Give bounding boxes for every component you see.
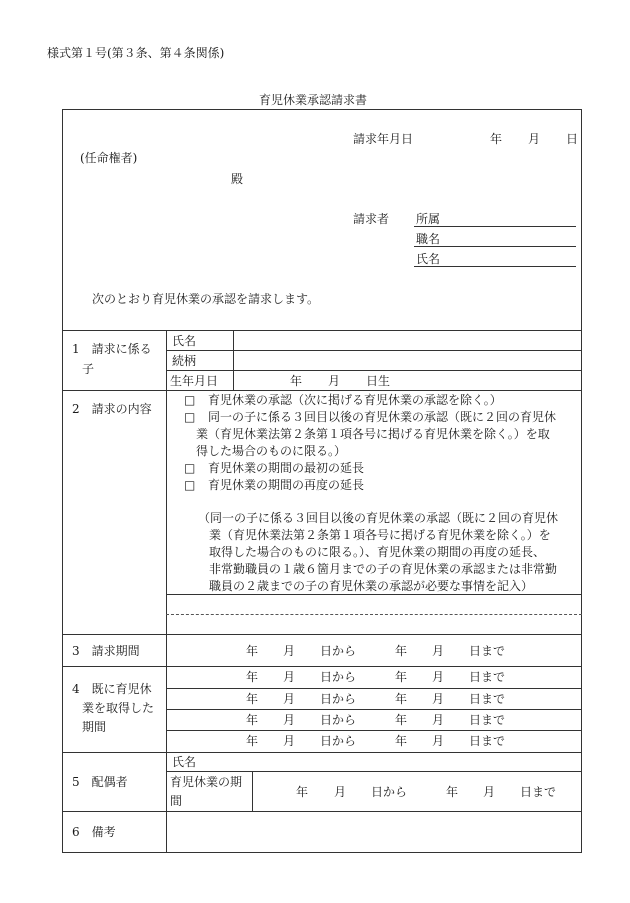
- past-period-2-from-day: 日から: [320, 692, 357, 706]
- request-date-month: 月: [528, 132, 541, 146]
- note-line3: 取得した場合のものに限る。）、育児休業の期間の再度の延長、: [209, 545, 546, 559]
- spouse-name-label: 氏名: [172, 755, 197, 769]
- option2-text-line1: 同一の子に係る３回目以後の育児休業の承認（既に２回の育児休: [208, 410, 557, 424]
- child-row-divider-2: [166, 370, 582, 371]
- affiliation-label: 所属: [416, 212, 441, 226]
- section1-label-line1: 1 請求に係る: [72, 342, 152, 356]
- past-period-3-from-year: 年: [246, 713, 259, 727]
- section1-label-line2: 子: [82, 362, 95, 376]
- child-row-divider-1: [166, 350, 582, 351]
- requester-label: 請求者: [353, 212, 390, 226]
- birth-month: 月: [328, 374, 341, 388]
- header-divider: [62, 330, 582, 331]
- note-dashed-line: [166, 614, 582, 615]
- child-name-label: 氏名: [172, 334, 197, 348]
- period-until-year: 年: [395, 644, 408, 658]
- past-period-1-from-year: 年: [246, 670, 259, 684]
- spouse-period-from-day: 日から: [371, 785, 408, 799]
- spouse-period-until-month: 月: [483, 785, 496, 799]
- section4-label-line3: 期間: [82, 720, 107, 734]
- section5-label: 5 配偶者: [72, 775, 128, 789]
- birth-day: 日生: [366, 374, 391, 388]
- form-number: 様式第１号(第３条、第４条関係): [47, 46, 225, 60]
- section3-bottom: [62, 666, 582, 667]
- section5-bottom: [62, 811, 582, 812]
- period-until-day: 日まで: [469, 644, 506, 658]
- period-from-month: 月: [283, 644, 296, 658]
- label-column-divider: [166, 330, 167, 853]
- past-period-1-until-month: 月: [432, 670, 445, 684]
- past-period-1-until-year: 年: [395, 670, 408, 684]
- note-bottom-line: [166, 594, 582, 595]
- note-line5: 職員の２歳までの子の育児休業の承認が必要な事情を記入）: [209, 579, 534, 593]
- period-from-year: 年: [246, 644, 259, 658]
- form-title: 育児休業承認請求書: [259, 93, 368, 107]
- past-period-divider-2: [166, 709, 582, 710]
- child-birthdate-label: 生年月日: [170, 374, 219, 388]
- past-period-2-until-year: 年: [395, 692, 408, 706]
- note-line2: 業（育児休業法第２条第１項各号に掲げる育児休業を除く。）を: [209, 528, 551, 542]
- section2-label: 2 請求の内容: [72, 402, 152, 416]
- spouse-period-from-year: 年: [296, 785, 309, 799]
- position-label: 職名: [416, 232, 441, 246]
- note-line1: （同一の子に係る３回目以後の育児休業の承認（既に２回の育児休: [198, 511, 559, 525]
- section2-bottom: [62, 634, 582, 635]
- section1-bottom: [62, 390, 582, 391]
- request-statement: 次のとおり育児休業の承認を請求します。: [92, 292, 320, 306]
- option4-checkbox[interactable]: □: [184, 478, 196, 492]
- request-date-year: 年: [490, 132, 503, 146]
- past-period-1-until-day: 日まで: [469, 670, 506, 684]
- past-period-4-until-year: 年: [395, 734, 408, 748]
- spouse-period-label-line2: 間: [170, 794, 183, 808]
- past-period-2-from-month: 月: [283, 692, 296, 706]
- period-until-month: 月: [432, 644, 445, 658]
- past-period-2-from-year: 年: [246, 692, 259, 706]
- past-period-3-until-month: 月: [432, 713, 445, 727]
- child-relation-label: 続柄: [172, 354, 197, 368]
- spouse-period-until-year: 年: [446, 785, 459, 799]
- section4-label-line2: 業を取得した: [82, 701, 155, 715]
- past-period-2-until-month: 月: [432, 692, 445, 706]
- request-date-label: 請求年月日: [353, 132, 414, 146]
- past-period-1-from-month: 月: [283, 670, 296, 684]
- option1-checkbox[interactable]: □: [184, 393, 196, 407]
- spouse-period-until-day: 日まで: [520, 785, 557, 799]
- option3-checkbox[interactable]: □: [184, 461, 196, 475]
- past-period-4-until-day: 日まで: [469, 734, 506, 748]
- past-period-3-from-day: 日から: [320, 713, 357, 727]
- affiliation-underline: [414, 226, 576, 227]
- name-label: 氏名: [416, 252, 441, 266]
- birth-year: 年: [290, 374, 303, 388]
- option2-checkbox[interactable]: □: [184, 410, 196, 424]
- past-period-divider-3: [166, 730, 582, 731]
- section3-label: 3 請求期間: [72, 644, 140, 658]
- note-line4: 非常勤職員の１歳６箇月までの子の育児休業の承認または非常勤: [209, 562, 558, 576]
- option2-text-line3: 得した場合のものに限る。）: [196, 444, 347, 458]
- section1-subcol-divider: [233, 330, 234, 390]
- past-period-1-from-day: 日から: [320, 670, 357, 684]
- option4-text: 育児休業の期間の再度の延長: [208, 478, 365, 492]
- section4-bottom: [62, 752, 582, 753]
- option3-text: 育児休業の期間の最初の延長: [208, 461, 365, 475]
- past-period-4-from-day: 日から: [320, 734, 357, 748]
- position-underline: [414, 246, 576, 247]
- spouse-subcol-divider: [252, 771, 253, 811]
- past-period-4-from-year: 年: [246, 734, 259, 748]
- honorific: 殿: [231, 172, 244, 186]
- past-period-3-until-year: 年: [395, 713, 408, 727]
- section6-label: 6 備考: [72, 825, 116, 839]
- past-period-3-until-day: 日まで: [469, 713, 506, 727]
- option1-text: 育児休業の承認（次に掲げる育児休業の承認を除く。）: [208, 393, 502, 407]
- spouse-period-from-month: 月: [334, 785, 347, 799]
- spouse-row-divider: [166, 771, 582, 772]
- past-period-3-from-month: 月: [283, 713, 296, 727]
- spouse-period-label-line1: 育児休業の期: [170, 775, 243, 789]
- past-period-4-from-month: 月: [283, 734, 296, 748]
- request-date-day: 日: [566, 132, 579, 146]
- past-period-2-until-day: 日まで: [469, 692, 506, 706]
- past-period-4-until-month: 月: [432, 734, 445, 748]
- section4-label-line1: 4 既に育児休: [72, 682, 152, 696]
- past-period-divider-1: [166, 688, 582, 689]
- period-from-day: 日から: [320, 644, 357, 658]
- name-underline: [414, 266, 576, 267]
- appointing-authority: (任命権者): [80, 151, 138, 165]
- option2-text-line2: 業（育児休業法第２条第１項各号に掲げる育児休業を除く。）を取: [196, 427, 550, 441]
